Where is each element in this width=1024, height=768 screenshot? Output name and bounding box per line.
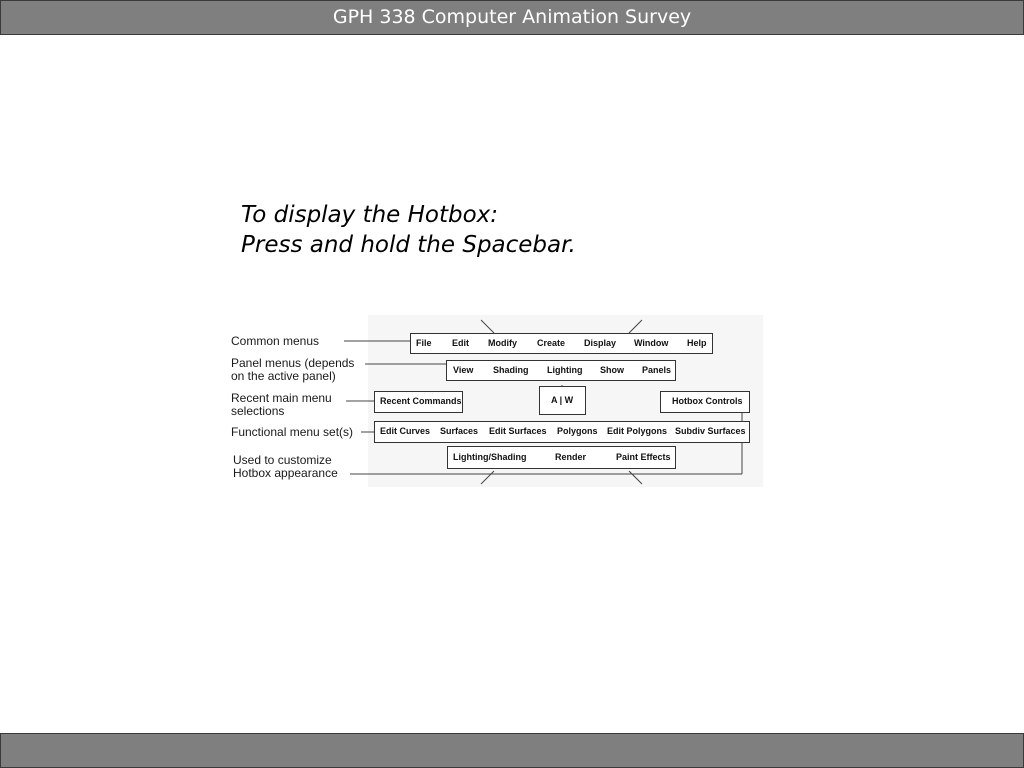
menu-aw[interactable]: A | W [551, 395, 574, 405]
menu-window[interactable]: Window [634, 338, 669, 348]
menu-polygons[interactable]: Polygons [557, 426, 598, 436]
menu-file[interactable]: File [416, 338, 432, 348]
menu-edit[interactable]: Edit [452, 338, 469, 348]
label-common-menus: Common menus [231, 334, 320, 348]
menu-help[interactable]: Help [687, 338, 707, 348]
menu-panels[interactable]: Panels [642, 365, 672, 375]
recent-commands-box [374, 391, 463, 413]
functional-menus-row [374, 421, 750, 443]
aw-box [539, 386, 586, 415]
label-customize-1: Used to customize [233, 453, 332, 467]
panel-menus-row [446, 360, 676, 381]
menu-create[interactable]: Create [537, 338, 566, 348]
menu-shading[interactable]: Shading [493, 365, 529, 375]
bottom-menus-row [447, 446, 676, 469]
hotbox-controls-box [660, 391, 750, 413]
menu-edit-surfaces[interactable]: Edit Surfaces [489, 426, 547, 436]
slide-header [0, 0, 1024, 35]
menu-hotbox-controls[interactable]: Hotbox Controls [672, 396, 743, 406]
label-customize-2: Hotbox appearance [233, 466, 338, 480]
menu-lighting-shading[interactable]: Lighting/Shading [453, 452, 527, 462]
instruction-line-2: Press and hold the Spacebar. [241, 232, 576, 258]
instruction-text [241, 200, 576, 260]
label-panel-menus-2: on the active panel) [231, 369, 336, 383]
menu-paint-effects[interactable]: Paint Effects [616, 452, 671, 462]
label-panel-menus-1: Panel menus (depends [231, 356, 355, 370]
instruction-line-1: To display the Hotbox: [241, 202, 499, 228]
menu-subdiv-surfaces[interactable]: Subdiv Surfaces [675, 426, 746, 436]
menu-edit-curves[interactable]: Edit Curves [380, 426, 431, 436]
label-recent-2: selections [231, 404, 285, 418]
menu-lighting[interactable]: Lighting [547, 365, 583, 375]
slide-footer [0, 733, 1024, 768]
menu-recent-commands[interactable]: Recent Commands [380, 396, 462, 406]
common-menus-row [410, 333, 713, 354]
menu-surfaces[interactable]: Surfaces [440, 426, 479, 436]
label-functional: Functional menu set(s) [231, 425, 354, 439]
menu-show[interactable]: Show [600, 365, 624, 375]
menu-view[interactable]: View [453, 365, 474, 375]
slide-title: GPH 338 Computer Animation Survey [332, 6, 692, 28]
menu-display[interactable]: Display [584, 338, 617, 348]
menu-modify[interactable]: Modify [488, 338, 517, 348]
menu-edit-polygons[interactable]: Edit Polygons [607, 426, 668, 436]
hotbox-diagram [228, 315, 763, 487]
menu-render[interactable]: Render [555, 452, 587, 462]
label-recent-1: Recent main menu [231, 391, 332, 405]
